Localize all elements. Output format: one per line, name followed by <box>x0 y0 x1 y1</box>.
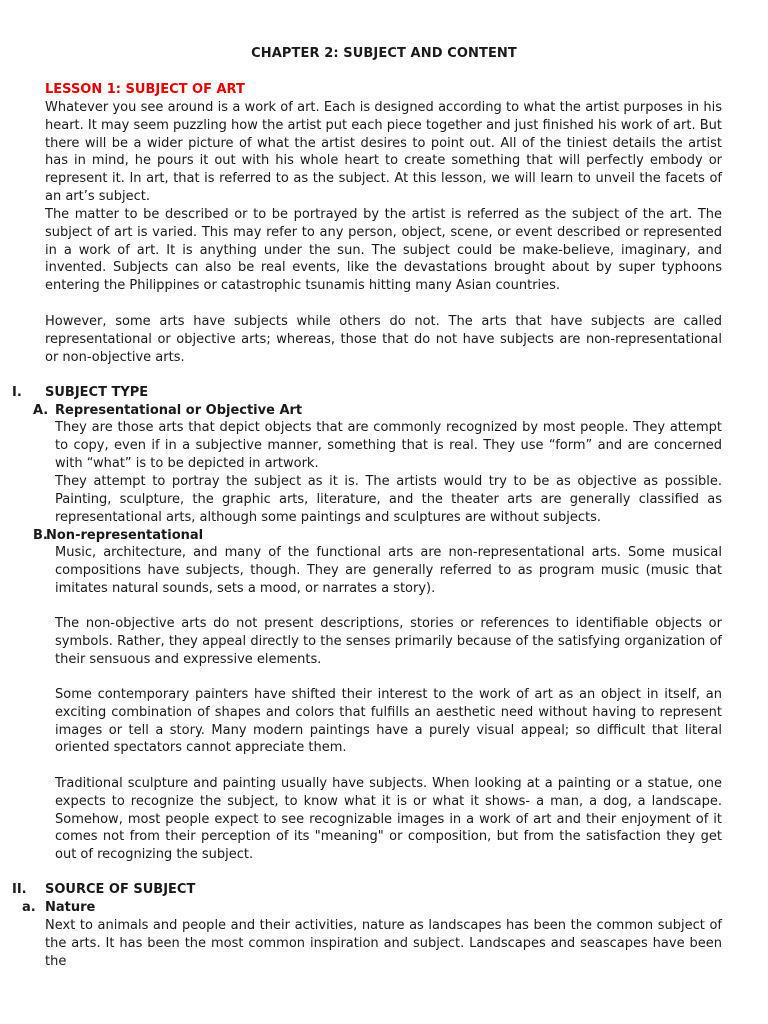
subsection-a-title: Representational or Objective Art <box>55 403 303 418</box>
subsection-nature-title: Nature <box>45 900 96 915</box>
subsection-b-title: Non-representational <box>46 528 204 543</box>
intro-paragraph-3: However, some arts have subjects while others do not. The arts that have subjects are called representational or objective arts; whereas, those that do not have subjects are non-representational or non-objective arts. <box>45 314 722 365</box>
chapter-title: CHAPTER 2: SUBJECT AND CONTENT <box>251 46 517 61</box>
nonrep-paragraph-2: The non-objective arts do not present descriptions, stories or references to identifiable objects or symbols. Rather, they appeal directly to the senses primarily because of the satisfying organization of their sensuous and expressive elements. <box>55 616 722 667</box>
section-1-number: I. <box>12 385 22 400</box>
nonrep-paragraph-4: Traditional sculpture and painting usually have subjects. When looking at a painting or a statue, one expects to recognize the subject, to know what it is or what it shows- a man, a dog, a landscape. Somehow, most people expect to see recognizable images in a work of art and their enjoyment of it comes not from their perception of its "meaning" or composition, but from the satisfaction they get out of recognizing the subject. <box>55 776 722 863</box>
nonrep-paragraph-1: Music, architecture, and many of the functional arts are non-representational arts. Some musical compositions have subjects, though. They are generally referred to as program music (music that imitates natural sounds, sets a mood, or narrates a story). <box>55 545 722 596</box>
representational-paragraph-2: They attempt to portray the subject as it is. The artists would try to be as objective as possible. Painting, sculpture, the graphic arts, literature, and the theater arts are generally classified as representational arts, although some paintings and sculptures are without subjects. <box>55 474 722 525</box>
lesson-heading: LESSON 1: SUBJECT OF ART <box>45 82 245 97</box>
section-2-number: II. <box>12 882 27 897</box>
subsection-a-label: A. <box>33 403 49 418</box>
subsection-nature-label: a. <box>22 900 36 915</box>
nature-paragraph: Next to animals and people and their activities, nature as landscapes has been the common subject of the arts. It has been the most common inspiration and subject. Landscapes and seascapes have been the <box>45 918 722 969</box>
intro-paragraph-1: Whatever you see around is a work of art. Each is designed according to what the artist purposes in his heart. It may seem puzzling how the artist put each piece together and just finished his work of art. But there will be a wider picture of what the artist desires to point out. All of the tiniest details the artist has in mind, he pours it out with his whole heart to create something that will perfectly embody or represent it. In art, that is referred to as the subject. At this lesson, we will learn to unveil the facets of an art’s subject. <box>45 100 722 204</box>
subsection-b-label: B. <box>33 528 48 543</box>
section-1-heading: SUBJECT TYPE <box>45 385 149 400</box>
nonrep-paragraph-3: Some contemporary painters have shifted their interest to the work of art as an object in itself, an exciting combination of shapes and colors that fulfills an aesthetic need without having to represent images or tell a story. Many modern paintings have a purely visual appeal; so difficult that literal oriented spectators cannot appreciate them. <box>55 687 722 756</box>
intro-paragraph-2: The matter to be described or to be portrayed by the artist is referred as the subject of the art. The subject of art is varied. This may refer to any person, object, scene, or event described or represented in a work of art. It is anything under the sun. The subject could be make-believe, imaginary, and invented. Subjects can also be real events, like the devastations brought about by super typhoons entering the Philippines or catastrophic tsunamis hitting many Asian countries. <box>45 207 722 294</box>
section-2-heading: SOURCE OF SUBJECT <box>45 882 196 897</box>
representational-paragraph-1: They are those arts that depict objects that are commonly recognized by most people. They attempt to copy, even if in a subjective manner, something that is real. They use “form” and are concerned with “what” is to be depicted in artwork. <box>55 420 722 471</box>
